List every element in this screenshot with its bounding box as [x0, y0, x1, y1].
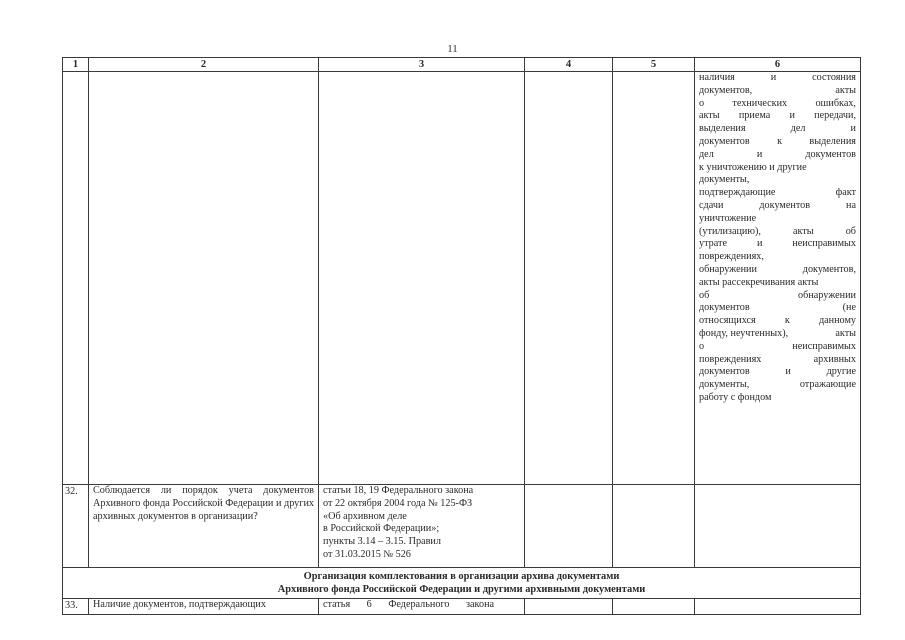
- supporting-doc-word: передачи,: [814, 110, 856, 122]
- column-header-4: 4: [525, 58, 613, 72]
- legal-line: статьи 18, 19 Федерального закона: [323, 485, 474, 496]
- cell-legal-empty: [319, 72, 525, 485]
- legal-line: от 22 октября 2004 года № 125-ФЗ: [323, 497, 473, 509]
- supporting-doc-word: повреждениях: [699, 353, 762, 365]
- section-heading-line: Архивного фонда Российской Федерации и другими архивными документами: [277, 584, 646, 595]
- legal-line: в Российской Федерации»;: [323, 523, 440, 535]
- supporting-doc-line: [699, 226, 856, 239]
- supporting-doc-word: состояния: [812, 72, 856, 83]
- supporting-doc-word: обнаружении: [798, 289, 856, 301]
- supporting-doc-word: приема: [738, 110, 771, 122]
- cell-col5: [613, 599, 695, 615]
- supporting-doc-word: об: [699, 289, 710, 301]
- supporting-doc-line: [699, 392, 856, 405]
- supporting-doc-word: обнаружении: [699, 263, 757, 275]
- legal-line: [323, 511, 520, 524]
- legal-line: от 31.03.2015 № 526: [323, 548, 411, 560]
- supporting-doc-word: работу с фондом: [699, 391, 772, 403]
- supporting-doc-line: [699, 162, 856, 175]
- supporting-doc-line: [699, 85, 856, 98]
- checklist-table: [62, 57, 861, 615]
- supporting-doc-word: документы,: [699, 174, 750, 186]
- cell-col4-empty: [525, 72, 613, 485]
- supporting-doc-word: выделения: [699, 123, 746, 135]
- supporting-doc-line: [699, 72, 856, 85]
- legal-basis: [319, 485, 525, 568]
- legal-basis: статья 6 Федерального закона: [319, 599, 525, 615]
- column-header-3: 3: [319, 58, 525, 72]
- supporting-doc-word: о: [699, 340, 705, 352]
- section-heading: [63, 568, 861, 599]
- cell-col6: [695, 599, 861, 615]
- supporting-doc-word: наличия: [699, 72, 735, 83]
- supporting-doc-word: утрате: [699, 238, 727, 250]
- column-header-2: 2: [89, 58, 319, 72]
- supporting-doc-line: [699, 302, 856, 315]
- supporting-doc-word: о: [699, 97, 705, 109]
- table-row-32: [63, 485, 861, 568]
- supporting-doc-word: акты: [835, 327, 856, 339]
- supporting-doc-word: и: [756, 148, 763, 160]
- supporting-doc-line: [699, 213, 856, 226]
- supporting-doc-word: сдачи: [699, 199, 724, 211]
- cell-number-empty: [63, 72, 89, 485]
- supporting-doc-line: [699, 123, 856, 136]
- cell-col4: [525, 599, 613, 615]
- supporting-doc-word: отражающие: [799, 379, 856, 391]
- column-header-5: 5: [613, 58, 695, 72]
- supporting-doc-line: [699, 149, 856, 162]
- supporting-doc-line: [699, 238, 856, 251]
- supporting-doc-line: [699, 290, 856, 303]
- row-number: 32.: [63, 485, 89, 568]
- supporting-doc-word: неисправимых: [792, 238, 856, 250]
- supporting-doc-word: фонду, неучтенных),: [699, 327, 789, 339]
- supporting-doc-word: к уничтожению и другие: [699, 161, 807, 173]
- supporting-doc-word: акты: [699, 110, 720, 122]
- cell-col5: [613, 485, 695, 568]
- supporting-doc-line: [699, 379, 856, 392]
- supporting-doc-line: [699, 328, 856, 341]
- supporting-doc-word: дел: [699, 148, 714, 160]
- supporting-doc-word: относящихся: [699, 315, 756, 327]
- row-number: 33.: [63, 599, 89, 615]
- supporting-doc-word: другие: [826, 366, 856, 378]
- question-text: Наличие документов, подтверждающих: [89, 599, 319, 615]
- supporting-doc-word: к: [777, 135, 783, 147]
- supporting-doc-word: документов,: [802, 263, 856, 275]
- supporting-doc-word: к: [784, 315, 790, 327]
- supporting-doc-word: документов: [699, 135, 750, 147]
- table-row-continued: [63, 72, 861, 485]
- supporting-doc-line: [699, 264, 856, 277]
- question-text: Соблюдается ли порядок учета документов Архивного фонда Российской Федерации и других архивных документов в организации?: [89, 485, 319, 568]
- table-row-33: [63, 599, 861, 615]
- cell-supporting-documents: [695, 72, 861, 485]
- column-header-1: 1: [63, 58, 89, 72]
- supporting-doc-line: [699, 366, 856, 379]
- supporting-doc-line: [699, 354, 856, 367]
- supporting-doc-word: акты рассекречивания акты: [699, 276, 819, 288]
- section-heading-line: Организация комплектования в организации архива документами: [303, 571, 620, 582]
- supporting-doc-word: и: [770, 72, 777, 83]
- supporting-doc-word: и: [756, 238, 763, 250]
- table-header-row: [63, 58, 861, 72]
- supporting-doc-line: [699, 174, 856, 187]
- supporting-doc-line: [699, 251, 856, 264]
- section-heading-row: [63, 568, 861, 599]
- supporting-doc-word: технических: [732, 97, 788, 109]
- supporting-doc-word: повреждениях,: [699, 251, 764, 263]
- supporting-doc-word: акты: [835, 84, 856, 96]
- supporting-doc-word: акты: [793, 225, 814, 237]
- supporting-doc-line: [699, 98, 856, 111]
- supporting-doc-word: подтверждающие: [699, 187, 776, 199]
- supporting-doc-word: и: [850, 123, 856, 135]
- supporting-doc-word: и: [785, 366, 791, 378]
- supporting-doc-word: документы,: [699, 379, 750, 391]
- supporting-doc-line: [699, 200, 856, 213]
- supporting-doc-word: факт: [835, 187, 856, 199]
- supporting-doc-word: документов: [805, 148, 856, 160]
- supporting-doc-word: документов,: [699, 84, 753, 96]
- supporting-doc-word: выделения: [809, 135, 856, 147]
- column-header-6: 6: [695, 58, 861, 72]
- supporting-doc-word: уничтожение: [699, 212, 757, 224]
- supporting-doc-word: неисправимых: [792, 340, 856, 352]
- supporting-doc-word: архивных: [813, 353, 856, 365]
- cell-col5-empty: [613, 72, 695, 485]
- cell-question-empty: [89, 72, 319, 485]
- supporting-doc-line: [699, 110, 856, 123]
- supporting-doc-word: (не: [842, 302, 856, 314]
- supporting-doc-word: об: [845, 225, 856, 237]
- cell-col4: [525, 485, 613, 568]
- supporting-doc-line: [699, 187, 856, 200]
- legal-line-text: «Об архивном деле: [323, 510, 407, 522]
- supporting-doc-line: [699, 277, 856, 290]
- supporting-doc-word: документов: [699, 366, 750, 378]
- supporting-doc-word: дел: [790, 123, 806, 135]
- supporting-doc-word: (утилизацию),: [699, 225, 761, 237]
- cell-col6: [695, 485, 861, 568]
- supporting-doc-line: [699, 136, 856, 149]
- supporting-doc-word: и: [789, 110, 795, 122]
- supporting-doc-word: документов: [699, 302, 750, 314]
- legal-line: пункты 3.14 – 3.15. Правил: [323, 536, 441, 548]
- supporting-doc-word: ошибках,: [815, 97, 856, 109]
- supporting-doc-word: документов: [759, 199, 811, 211]
- supporting-doc-word: на: [846, 199, 856, 211]
- supporting-doc-line: [699, 341, 856, 354]
- supporting-doc-word: данному: [818, 315, 856, 327]
- page-number: 11: [447, 43, 458, 55]
- supporting-doc-line: [699, 315, 856, 328]
